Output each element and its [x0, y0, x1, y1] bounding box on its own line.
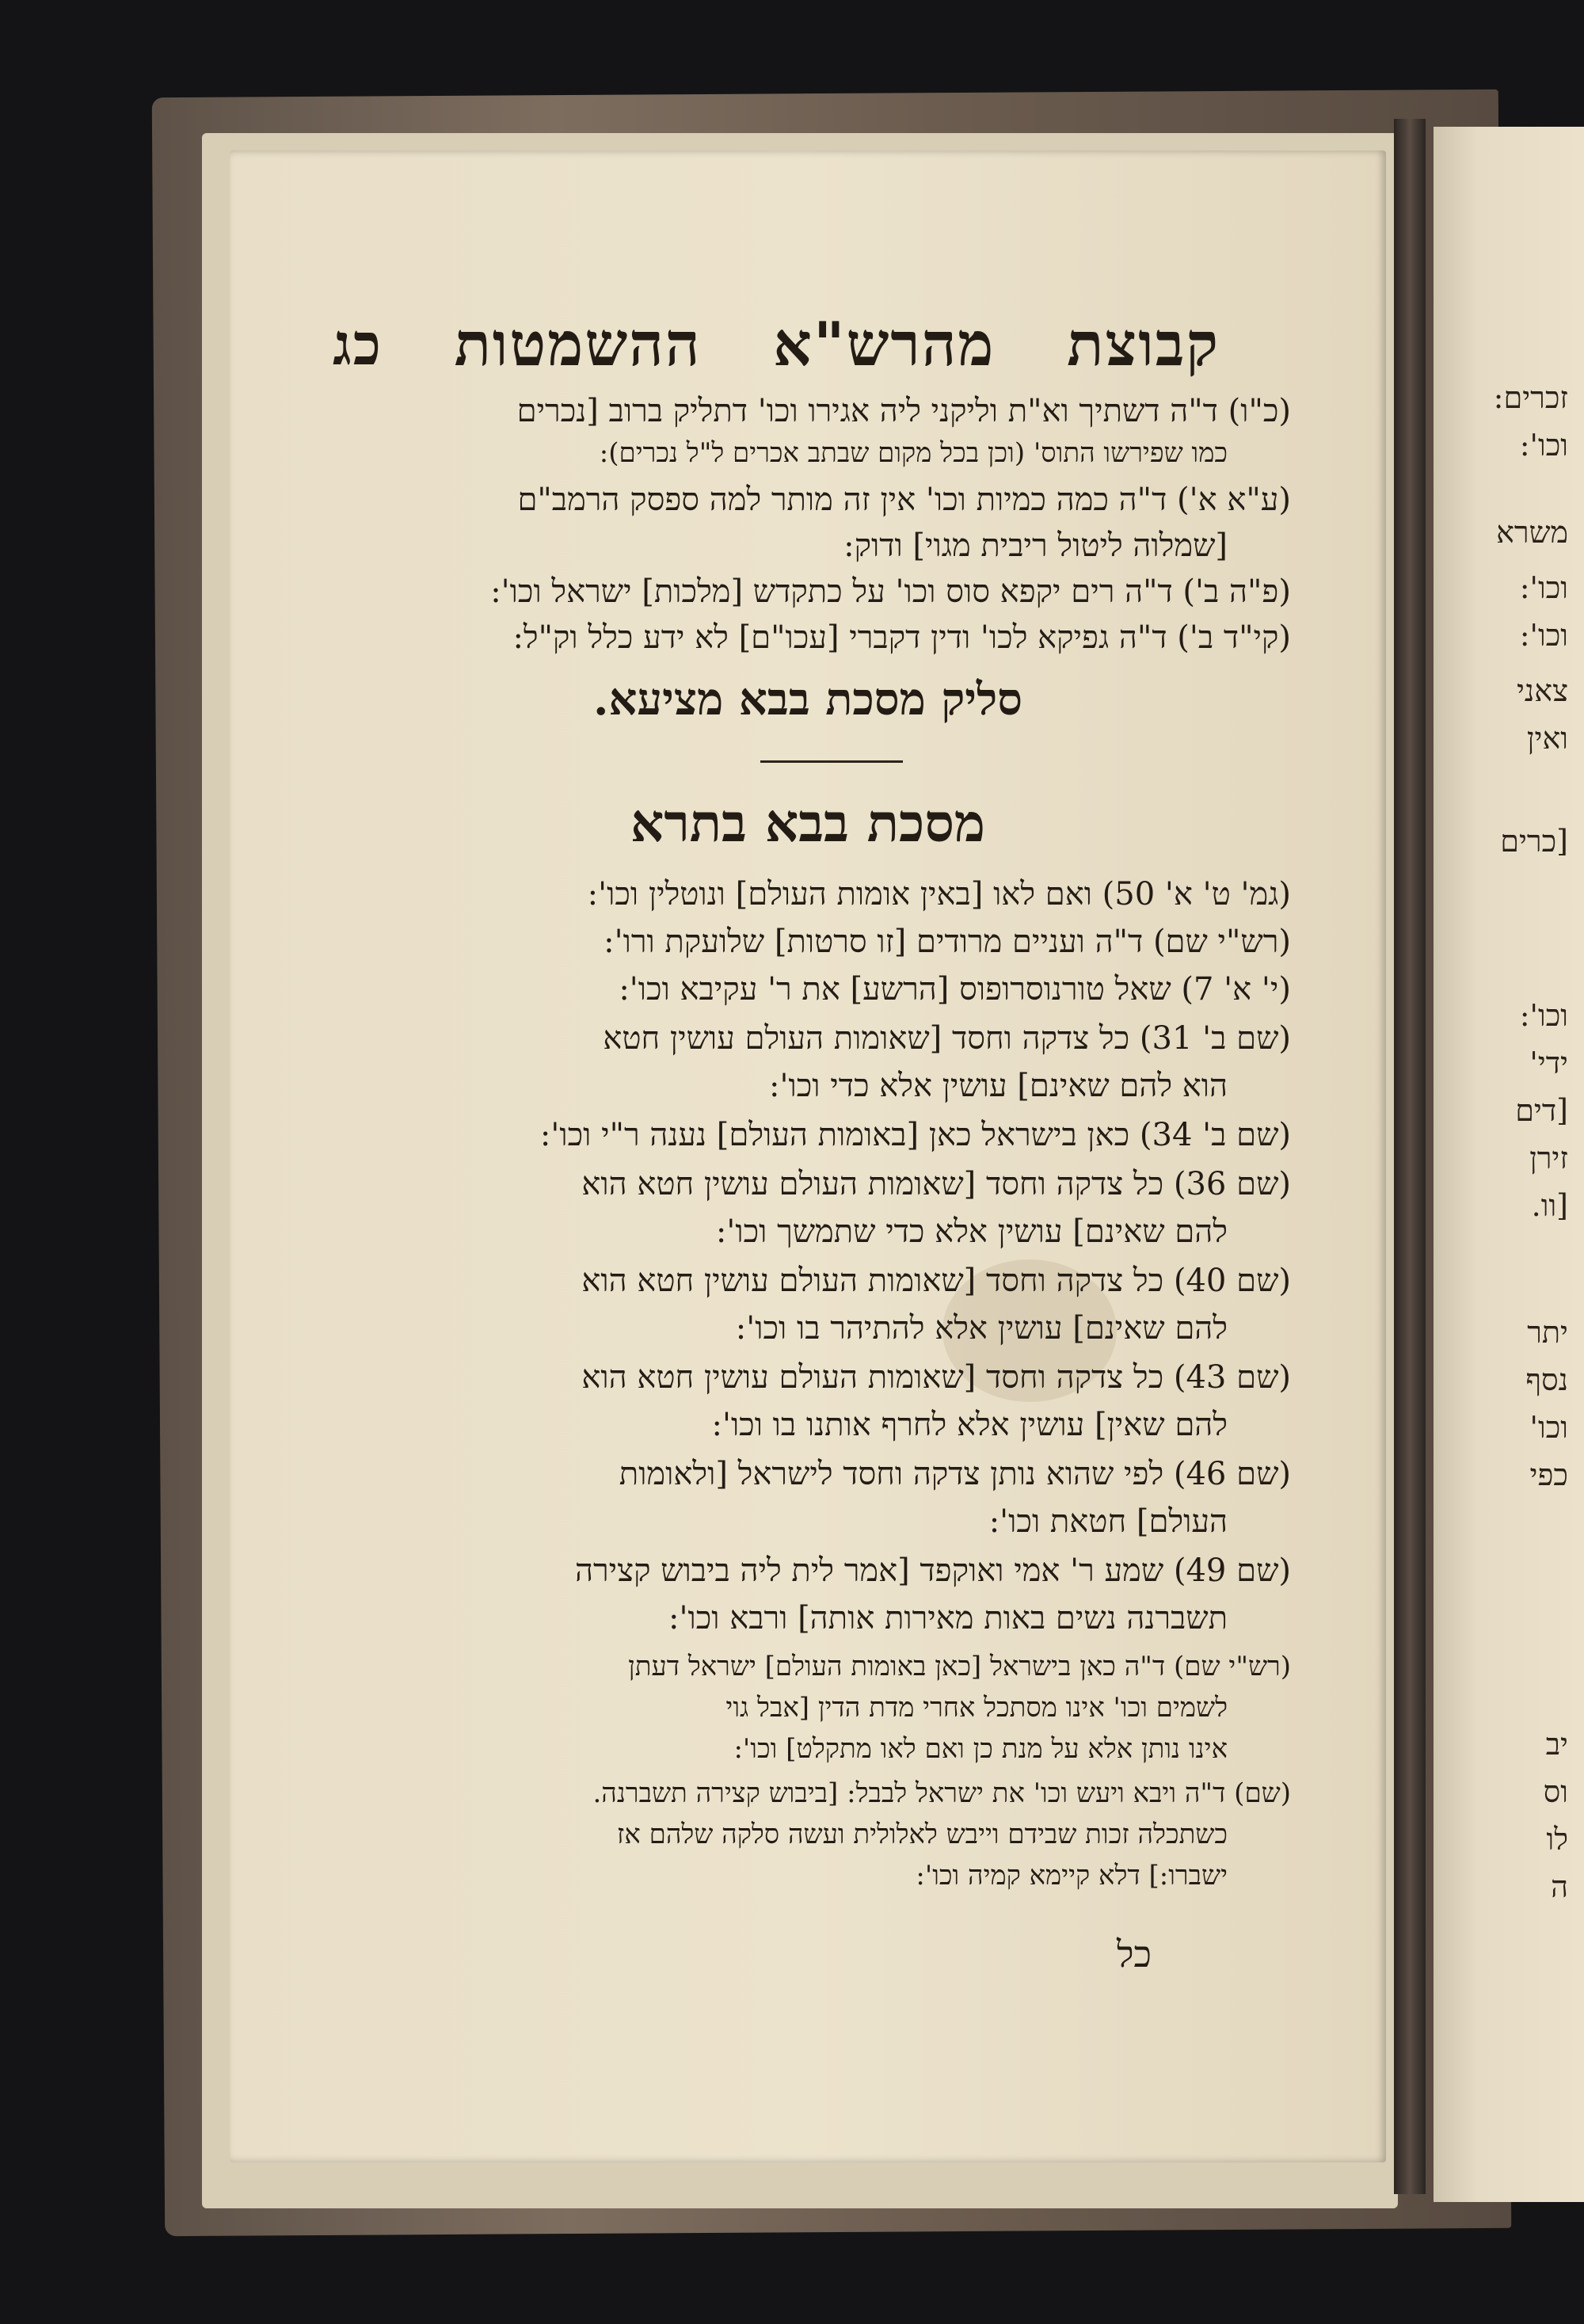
- main-entry: (שם ב' 34) כאן בישראל כאן [באומות העולם] נענה ר"י וכו':: [539, 1117, 1291, 1153]
- small-entry: ישברו:] דלא קיימא קמיה וכו':: [916, 1860, 1228, 1892]
- facing-line: ידי': [1529, 1046, 1568, 1080]
- main-entry: (י' א' 7) שאל טורנוסרופוס [הרשע] את ר' עקיבא וכו':: [619, 971, 1291, 1008]
- facing-line: כפי: [1529, 1457, 1568, 1492]
- top-entry: (כ"ו) ד"ה דשתיך וא"ת וליקני ליה אגירו וכו' דתליק ברוב [נכרים: [516, 393, 1291, 429]
- main-entry: (שם 43) כל צדקה וחסד [שאומות העולם עושין חטא הוא: [581, 1359, 1291, 1396]
- main-entry: העולם] חטאת וכו':: [988, 1503, 1228, 1540]
- main-entry: להם שאינם] עושין אלא להתיהר בו וכו':: [735, 1310, 1228, 1347]
- small-entry: כשתכלה זכות שבידם וייבש לאלולית ועשה סלקה שלהם אז: [616, 1819, 1228, 1850]
- section-divider: [760, 760, 903, 763]
- main-entry: (שם 49) שמע ר' אמי ואוקפד [אמר לית ליה ביבוש קצירה: [574, 1553, 1291, 1589]
- facing-line: [וו.: [1531, 1188, 1568, 1223]
- facing-line: וכו': [1529, 1410, 1568, 1445]
- facing-line: זכרים:: [1493, 380, 1568, 415]
- page-number: כג: [333, 311, 383, 378]
- main-entry: (שם 46) לפי שהוא נותן צדקה וחסד לישראל [ולאומות: [619, 1456, 1291, 1492]
- running-head-word-1: קבוצת: [1067, 309, 1220, 379]
- facing-line: וכו':: [1519, 998, 1568, 1033]
- facing-line: וכו':: [1519, 428, 1568, 463]
- facing-line: [דים: [1515, 1093, 1568, 1128]
- facing-line: נסף: [1525, 1362, 1568, 1397]
- facing-line: ואין: [1526, 721, 1568, 756]
- top-entry: [שמלוה ליטול ריבית מגוי] ודוק:: [843, 528, 1228, 564]
- top-entry: (קי"ד ב') ד"ה גפיקא לכו' ודין דקברי [עכו"ם] לא ידע כלל וק"ל:: [512, 619, 1291, 656]
- running-head-word-3: ההשמטות: [454, 309, 702, 379]
- facing-line: לו: [1546, 1822, 1568, 1857]
- facing-line: ה: [1551, 1869, 1568, 1904]
- facing-line: משרא: [1496, 515, 1568, 550]
- catchword: כל: [1117, 1933, 1152, 1975]
- small-entry: (רש"י שם) ד"ה כאן בישראל [כאן באומות העולם] ישראל דעתן: [628, 1651, 1291, 1682]
- facing-line: זירן: [1529, 1141, 1568, 1175]
- left-page: [230, 150, 1386, 2162]
- small-entry: לשמים וכו' אינו מסתכל אחרי מדת הדין [אבל גוי: [725, 1692, 1228, 1724]
- main-entry: (גמ' ט' א' 50) ואם לאו [באין אומות העולם] ונוטלין וכו':: [587, 876, 1291, 912]
- facing-line: יתר: [1527, 1315, 1568, 1350]
- facing-page: [1434, 127, 1584, 2202]
- top-entry: כמו שפירשו התוס' (וכן בכל מקום שבתב אכרים ל"ל נכרים):: [599, 437, 1228, 469]
- main-entry: (שם ב' 31) כל צדקה וחסד [שאומות העולם עושין חטא: [603, 1020, 1291, 1057]
- running-head-word-2: מהרש"א: [773, 309, 996, 379]
- facing-line: וס: [1543, 1774, 1568, 1809]
- facing-line: צאני: [1516, 673, 1568, 708]
- main-entry: להם שאין] עושין אלא לחרף אותנו בו וכו':: [711, 1407, 1228, 1443]
- main-entry: (שם 40) כל צדקה וחסד [שאומות העולם עושין חטא הוא: [581, 1263, 1291, 1299]
- main-entry: תשברנה נשים באות מאירות אותה] ורבא וכו':: [668, 1600, 1228, 1636]
- facing-line: וכו':: [1519, 618, 1568, 653]
- running-head: [333, 309, 1220, 380]
- book-gutter: [1394, 119, 1426, 2194]
- main-entry: להם שאינם] עושין אלא כדי שתמשך וכו':: [715, 1213, 1228, 1250]
- top-entry: (פ"ה ב') ד"ה רים יקפא סוס וכו' על כתקדש [מלכות] ישראל וכו':: [490, 573, 1291, 610]
- facing-line: יב: [1545, 1727, 1568, 1762]
- top-entry: (ע"א א') ד"ה כמה כמיות וכו' אין זה מותר למה ספסק הרמב"ם: [517, 482, 1291, 518]
- facing-line: וכו':: [1519, 570, 1568, 605]
- tractate-title: מסכת בבא בתרא: [630, 792, 985, 854]
- facing-line: [כרים: [1500, 824, 1568, 859]
- main-entry: הוא להם שאינם] עושין אלא כדי וכו':: [769, 1068, 1228, 1104]
- small-entry: (שם) ד"ה ויבא ויעש וכו' את ישראל לבבל: [ביבוש קצירה תשברנה.: [592, 1777, 1291, 1809]
- main-entry: (רש"י שם) ד"ה ועניים מרודים [זו סרטות] שלועקת ורו':: [604, 924, 1291, 960]
- small-entry: אינו נותן אלא על מנת כן ואם לאו מתקלט] וכו':: [733, 1733, 1228, 1765]
- main-entry: (שם 36) כל צדקה וחסד [שאומות העולם עושין חטא הוא: [581, 1166, 1291, 1202]
- end-tractate-line: סליק מסכת בבא מציעא.: [592, 673, 1023, 726]
